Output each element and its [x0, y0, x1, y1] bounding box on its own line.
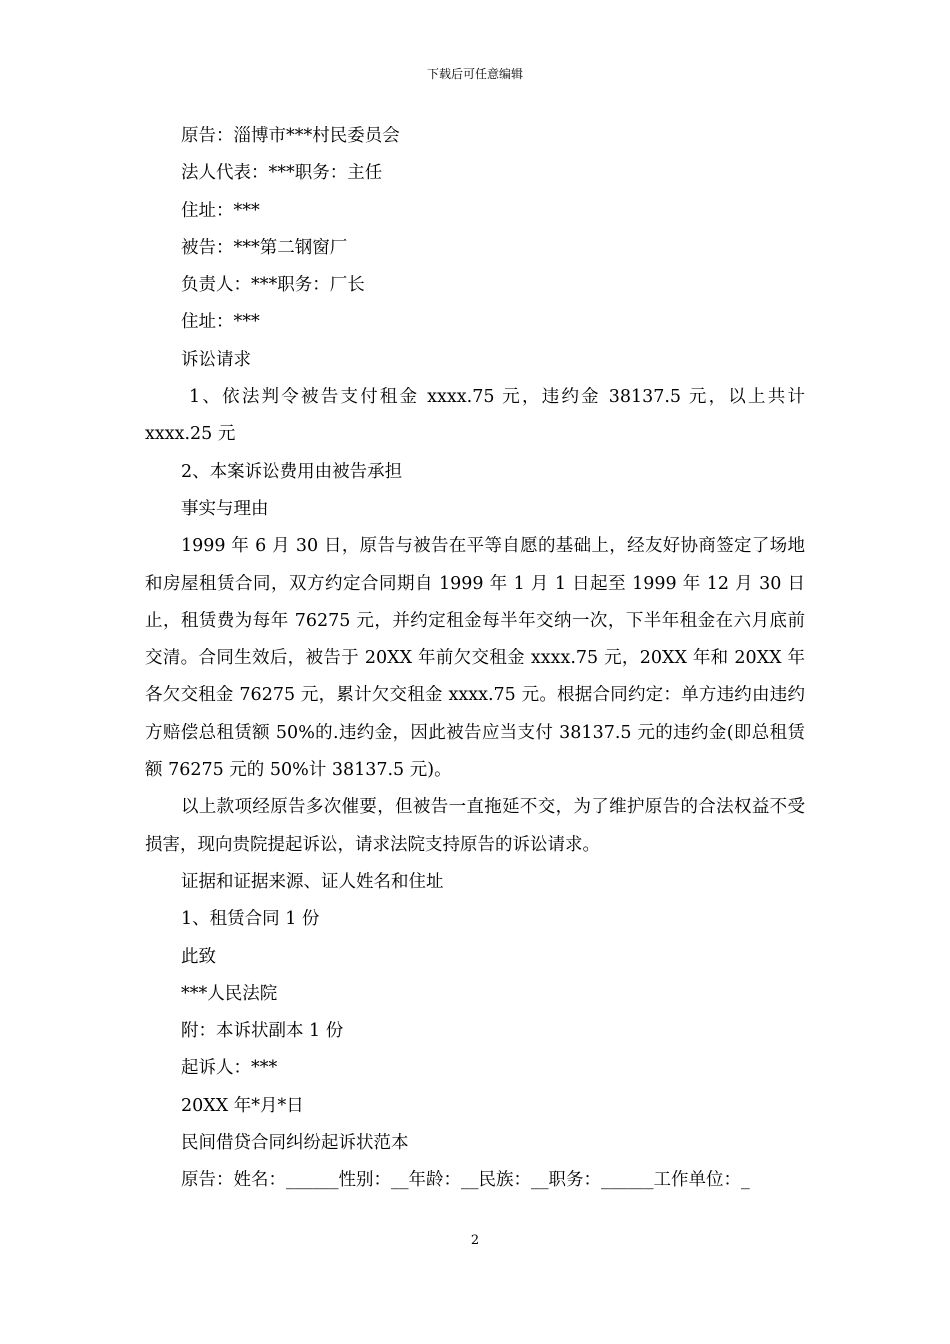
- claim-item-1: 1、依法判令被告支付租金 xxxx.75 元，违约金 38137.5 元，以上共计 xxxx.25 元: [145, 387, 805, 445]
- plaintiff-address-line: 住址：***: [181, 200, 260, 221]
- template-plaintiff-line: 原告：姓名：______性别：__年龄：__民族：__职务：______工作单位：_: [181, 1170, 750, 1191]
- page-header-note: 下载后可任意编辑: [426, 67, 523, 81]
- evidence-heading: 证据和证据来源、证人姓名和住址: [181, 871, 444, 892]
- claims-heading: 诉讼请求: [181, 349, 251, 370]
- facts-heading: 事实与理由: [181, 498, 269, 519]
- template-title: 民间借贷合同纠纷起诉状范本: [181, 1133, 409, 1154]
- legal-representative-line: 法人代表：***职务：主任: [181, 163, 383, 184]
- court-name: ***人民法院: [181, 983, 278, 1004]
- document-date: 20XX 年*月*日: [181, 1095, 304, 1116]
- plaintiff-line: 原告：淄博市***村民委员会: [181, 126, 400, 146]
- facts-paragraph-2: 以上款项经原告多次催要，但被告一直拖延不交，为了维护原告的合法权益不受损害，现向贵院提起诉讼，请求法院支持原告的诉讼请求。: [145, 797, 805, 855]
- evidence-item-1: 1、租赁合同 1 份: [181, 909, 320, 930]
- responsible-person-line: 负责人：***职务：厂长: [181, 275, 365, 296]
- claim-item-2: 2、本案诉讼费用由被告承担: [181, 461, 403, 482]
- document-body: [145, 118, 805, 1200]
- plaintiff-signature: 起诉人：***: [181, 1058, 278, 1079]
- attachment-line: 附：本诉状副本 1 份: [181, 1021, 344, 1042]
- defendant-line: 被告：***第二钢窗厂: [181, 237, 348, 258]
- page-number: 2: [470, 1233, 480, 1248]
- defendant-address-line: 住址：***: [181, 312, 260, 333]
- facts-paragraph-1: 1999 年 6 月 30 日，原告与被告在平等自愿的基础上，经友好协商签定了场地和房屋租赁合同，双方约定合同期自 1999 年 1 月 1 日起至 1999 年 12 月 30 日止，租赁费为每年 76275 元，并约定租金每半年交纳一次，下半年租金在六月底前交清。合同生效后，被告于 20XX 年前欠交租金 xxxx.75 元，20XX 年和 20XX 年各欠交租金 76275 元，累计欠交租金 xxxx.75 元。根据合同约定：单方违约由违约方赔偿总租赁额 50%的.违约金，因此被告应当支付 38137.5 元的违约金(即总租赁额 76275 元的 50%计 38137.5 元)。: [145, 536, 805, 781]
- closing-salutation: 此致: [181, 946, 216, 967]
